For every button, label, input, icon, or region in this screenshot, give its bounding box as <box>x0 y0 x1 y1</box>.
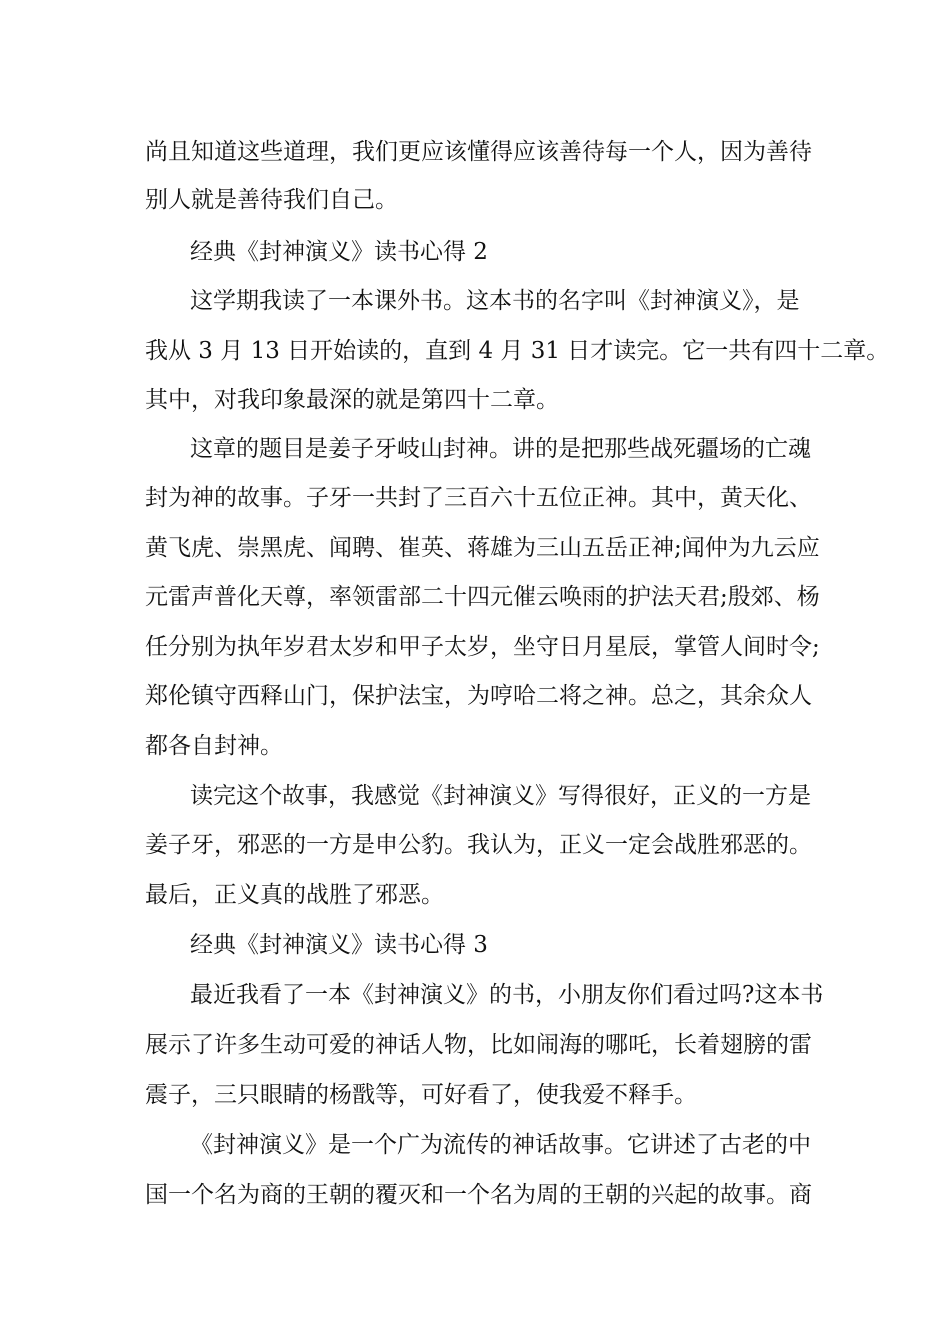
text-line: 元雷声普化天尊，率领雷部二十四元催云唤雨的护法天君;殷郊、杨 <box>145 584 820 610</box>
text-line: 都各自封神。 <box>145 733 283 759</box>
text-line: 震子，三只眼睛的杨戬等，可好看了，使我爱不释手。 <box>145 1082 697 1108</box>
text-line: 国一个名为商的王朝的覆灭和一个名为周的王朝的兴起的故事。商 <box>145 1182 812 1208</box>
text-line: 别人就是善待我们自己。 <box>145 187 398 213</box>
paragraph-first-line: 最近我看了一本《封神演义》的书，小朋友你们看过吗?这本书 <box>190 982 824 1008</box>
paragraph-first-line: 读完这个故事，我感觉《封神演义》写得很好，正义的一方是 <box>190 783 811 809</box>
text-line: 尚且知道这些道理，我们更应该懂得应该善待每一个人，因为善待 <box>145 139 812 165</box>
paragraph-first-line: 这章的题目是姜子牙岐山封神。讲的是把那些战死疆场的亡魂 <box>190 436 811 462</box>
text-line: 其中，对我印象最深的就是第四十二章。 <box>145 387 559 413</box>
text-line: 最后，正义真的战胜了邪恶。 <box>145 882 444 908</box>
paragraph-first-line: 这学期我读了一本课外书。这本书的名字叫《封神演义》，是 <box>190 288 800 314</box>
text-line: 郑伦镇守西释山门，保护法宝，为哼哈二将之神。总之，其余众人 <box>145 683 812 709</box>
section-heading: 经典《封神演义》读书心得 3 <box>190 932 488 958</box>
text-line: 姜子牙，邪恶的一方是申公豹。我认为，正义一定会战胜邪恶的。 <box>145 832 812 858</box>
paragraph-first-line: 《封神演义》是一个广为流传的神话故事。它讲述了古老的中 <box>190 1132 811 1158</box>
text-line: 黄飞虎、崇黑虎、闻聘、崔英、蒋雄为三山五岳正神;闻仲为九云应 <box>145 535 820 561</box>
text-line: 任分别为执年岁君太岁和甲子太岁，坐守日月星辰，掌管人间时令; <box>145 634 820 660</box>
section-heading: 经典《封神演义》读书心得 2 <box>190 239 488 265</box>
text-line: 封为神的故事。子牙一共封了三百六十五位正神。其中，黄天化、 <box>145 485 812 511</box>
text-line: 我从 3 月 13 日开始读的，直到 4 月 31 日才读完。它一共有四十二章。 <box>145 338 890 364</box>
text-line: 展示了许多生动可爱的神话人物，比如闹海的哪吒，长着翅膀的雷 <box>145 1032 812 1058</box>
